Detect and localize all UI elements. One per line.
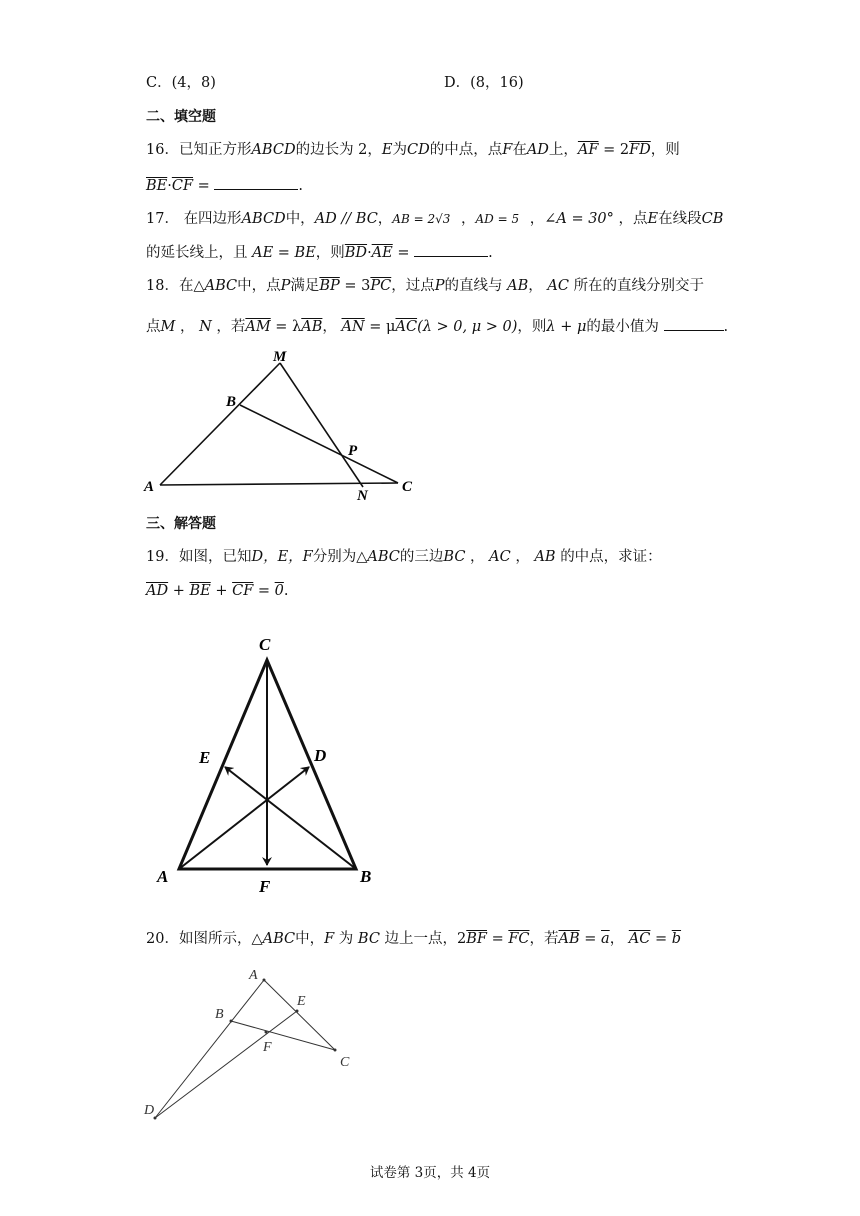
fig18-label-n: N — [357, 488, 368, 504]
fig18-label-a: A — [144, 479, 155, 495]
question-17-line2: 的延长线上，且 AE = BE，则$\overline{BD}\cdot\overline{AE}$ = . — [146, 242, 493, 263]
figure-18-triangle — [140, 345, 430, 505]
question-19-line1: 19．如图，已知D，E，F分别为△ABC的三边BC ， AC ， AB 的中点，求证： — [146, 549, 662, 565]
question-18-line1: 18．在△ABC中，点P满足$\overline{BP} = 3\overline{PC}$，过点P的直线与 AB， AC 所在的直线分别交于 — [146, 278, 705, 294]
fig20-label-f: F — [263, 1040, 272, 1055]
fig18-label-c: C — [402, 479, 413, 495]
fig19-label-e: E — [199, 748, 211, 767]
answer-blank-18[interactable] — [664, 316, 724, 331]
figure-20-triangle — [140, 962, 370, 1132]
fig20-label-c: C — [340, 1055, 350, 1070]
question-20-line1: 20．如图所示，△ABC中，F 为 BC 边上一点，$2\overline{BF} = \overline{FC}$，若$\overline{AB} = \overline{a}$， $\overline{AC} = \overline{b}$ — [146, 931, 682, 947]
fig20-label-e: E — [297, 994, 306, 1009]
fig20-label-d: D — [144, 1103, 155, 1118]
option-d: D．(8，16) — [444, 75, 524, 91]
question-16-line2: $\overline{BE}\cdot\overline{CF}$ = . — [146, 175, 303, 196]
question-18-line2: 点M ， N ，若$\overline{AM} = \lambda\overline{AB}$， $\overline{AN} = \mu\overline{AC}(\lambda > 0$, μ > 0)，则λ + μ的最小值为 . — [146, 316, 728, 337]
fig18-label-b: B — [226, 394, 237, 410]
fig20-label-a: A — [249, 968, 258, 983]
figure-19-triangle — [145, 625, 395, 900]
fig19-label-c: C — [259, 635, 271, 654]
page-footer: 试卷第 3页，共 4页 — [369, 1165, 491, 1181]
answer-blank-17[interactable] — [414, 242, 488, 257]
section-answer-heading: 三、解答题 — [146, 516, 216, 532]
fig19-label-b: B — [360, 867, 372, 886]
fig19-label-a: A — [157, 867, 169, 886]
question-17-line1: 17． 在四边形ABCD中，AD // BC，AB = 2√3 ，AD = 5 ，∠A = 30° ，点E在线段CB — [146, 211, 724, 227]
question-19-line2: $\overline{AD} + \overline{BE} + \overline{CF} = 0$. — [146, 583, 289, 599]
fig18-label-p: P — [348, 443, 358, 459]
question-16-line1: 16．已知正方形ABCD的边长为 2，E为CD的中点，点F在AD上，$\overline{AF} = 2\overline{FD}$，则 — [146, 142, 680, 158]
option-c: C．(4，8) — [146, 75, 216, 91]
fig19-label-f: F — [259, 877, 271, 896]
fig19-label-d: D — [314, 746, 327, 765]
section-fill-heading: 二、填空题 — [146, 109, 216, 125]
fig20-label-b: B — [215, 1007, 224, 1022]
answer-blank-16[interactable] — [214, 175, 298, 190]
fig18-label-m: M — [273, 349, 287, 365]
